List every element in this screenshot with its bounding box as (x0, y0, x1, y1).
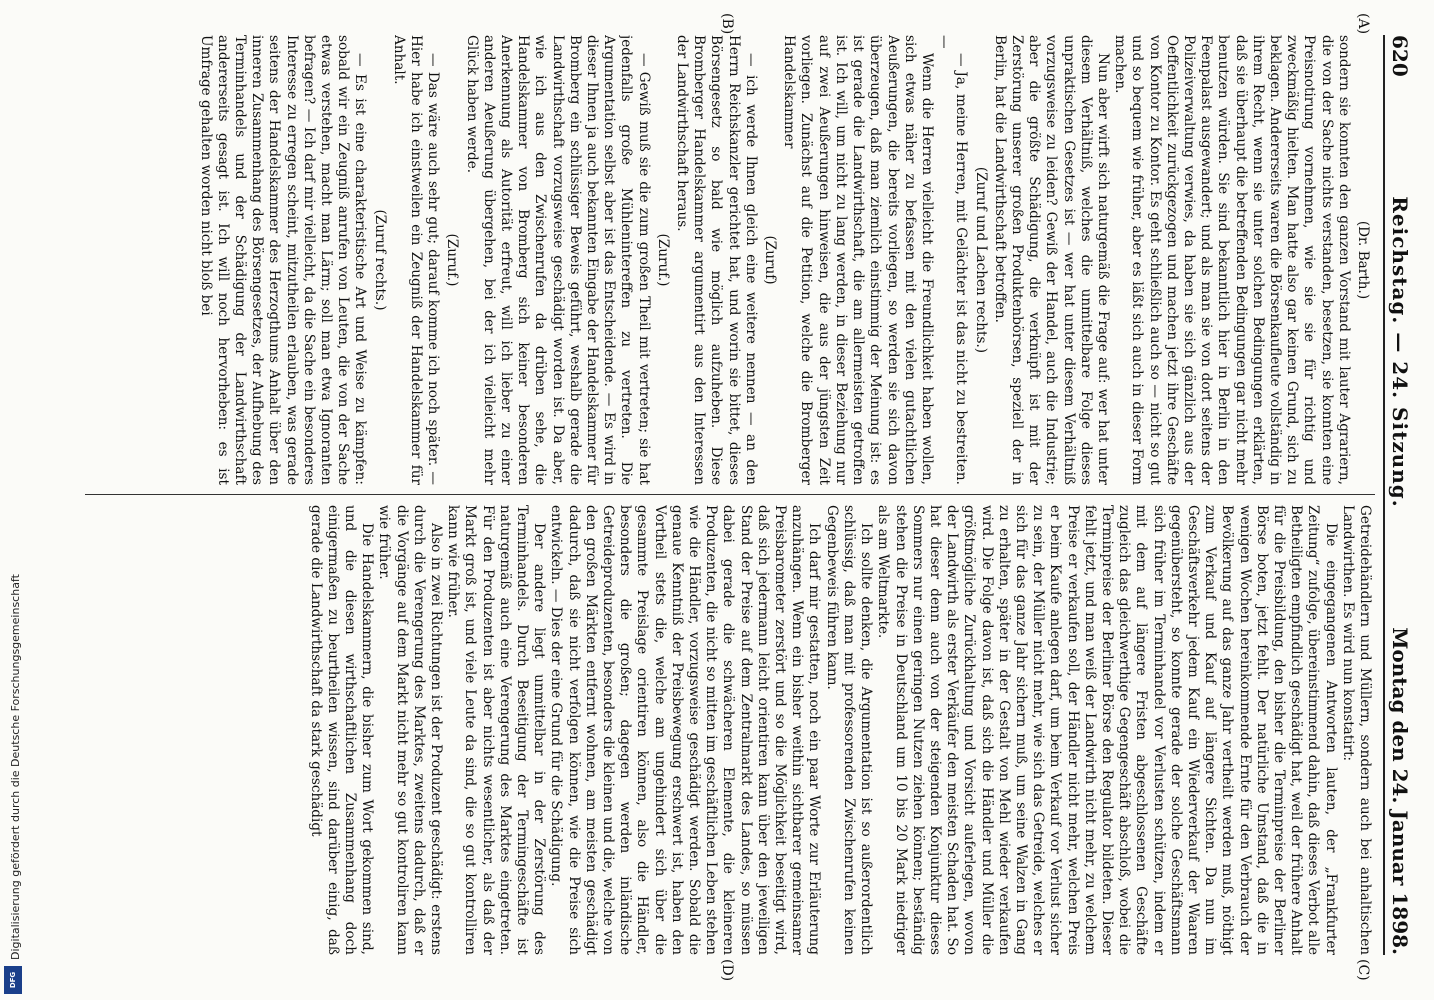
dfg-logo-text: DFG (9, 971, 17, 989)
interjection: (Zuruf und Lachen rechts.) (972, 166, 989, 354)
rotated-page-content (75, 13, 1415, 982)
dfg-logo-icon (4, 966, 22, 994)
paragraph: — Das wäre auch sehr gut; darauf komme ich noch später. — Hier habe ich einstweilen ein Zeugniß der Handelskammer für Anhalt. (390, 35, 442, 485)
session-date: Montag den 24. Januar 1898. (1388, 627, 1412, 955)
page-title: Reichstag. — 24. Sitzung. (1388, 196, 1412, 508)
digitization-note-text: Digitalisierung gefördert durch die Deutsche Forschungsgemeinschaft (9, 574, 22, 960)
margin-marker-d: (D) (719, 959, 735, 982)
paragraph: — Es ist eine charakteristische Art und Weise zu kämpfen: sobald wir ein Zeugniß anrufen von Leuten, die von der Sache etwas verstehen, macht man Lärm; soll man etwa Ignoranten befragen? — Ich darf mir vielleicht, da die Sache ein besonderes Interesse zu erregen scheint, mitzutheilen erlauben, was gerade seitens der Handelskammer des Herzogthums Anhalt über den inneren Zusammenhang des Börsengesetzes, der Aufhebung des Terminhandels und der Schädigung der Landwirthschaft andererseits gesagt ist. Ich will noch hervorheben: es ist Umfrage gehalten worden nicht bloß bei (197, 35, 369, 485)
paragraph: Die Handelskammern, die bisher zum Wort gekommen sind, und die diesen wirthschaftlichen Zusammenhang doch einigermaßen zu beurtheilen wissen, sind darüber einig, daß gerade die Landwirthschaft da stark geschädigt (307, 505, 376, 955)
margin-marker-c: (C) (1355, 959, 1371, 981)
paragraph: Wenn die Herren vielleicht die Freundlichkeit haben wollen, sich etwas näher zu befassen mit den vielen gutachtlichen Aeußerungen, die bereits vorliegen, so werden sie sich davon überzeugen, daß man ziemlich einstimmig der Meinung ist: es ist gerade die Landwirthschaft, die am allermeisten getroffen ist. Ich will, um nicht zu lang werden, in dieser Beziehung nur auf zwei Aeußerungen hinweisen, die aus der jüngsten Zeit vorliegen. Zunächst auf die Petition, welche die Bromberger Handelskammer (781, 35, 935, 485)
interjection: (Zuruf) (762, 235, 779, 285)
quoted-paragraph: Die eingegangenen Antworten lauten, der „Frankfurter Zeitung“ zufolge, übereinstimmend dahin, daß dieses Verbot alle Betheiligten empfindlich geschädigt hat, weil der frühere Anhalt für die Preisbildung, den bisher die Terminpreise der Berliner Börse boten, jetzt fehlt. Der natürliche Umstand, daß die in wenigen Wochen hereinkommende Ernte für den Verbrauch der Bevölkerung auf das ganze Jahr vertheilt werden muß, nöthigt zum Verkauf und Kauf auf längere Sichten. Da nun im Geschäftsverkehr jedem Kauf ein Wiederverkauf der Waaren gegenübersteht, so konnte gerade der solche Geschäftsmann sich früher im Terminhandel vor Verlusten schützen, indem er mit dem auf längere Fristen abgeschlossenen Geschäfte zugleich das gleichwerthige Gegengeschäft abschloß, wobei die Terminpreise der Berliner Börse den Regulator bildeten. Dieser fehlt jetzt, und man weiß der Landwirth nicht mehr, zu welchem Preise er verkaufen soll, der Händler nicht mehr, welchen Preis er beim Kaufe anlegen darf, um beim Verkauf vor Verlust sicher zu sein, der Müller nicht mehr, wie sich das Getreide, welches er sich für das ganze Jahr sichern muß, um seine Walzen in Gang zu erhalten, später in der Gestalt von Mehl wieder verkaufen wird. Die Folge davon ist, daß sich die Händler und Müller die größtmögliche Zurückhaltung und Vorsicht auferlegen, wovon der Landwirth als erster Verkäufer den meisten Schaden hat. So hat dieser denn auch von der steigenden Konjunktur dieses Sommers nur einen geringen Nutzen ziehen können; beständig stehen die Preise in Deutschland um 10 bis 20 Mark niedriger als am Weltmarkte. (875, 505, 1339, 955)
interjection: (Zuruf rechts.) (371, 209, 388, 311)
page-header (1383, 35, 1415, 955)
paragraph: sondern sie konnten den ganzen Vorstand mit lauter Agrariern, die von der Sache nichts verstanden, besetzen, sie konnten eine Preisnotirung vornehmen, wie sie sie für richtig und zweckmäßig hielten. Man hatte also gar keinen Grund, sich zu beklagen. Andererseits waren die Börsenkaufleute vollständig in ihrem Recht, wenn sie unter solchen Bedingungen erklärten, daß sie überhaupt die betreffenden Bedingungen gar nicht mehr benutzen würden. Sie sind bekanntlich hier in Berlin in den Feenpalast ausgewandert; und als man sie von dort seitens der Polizeiverwaltung verwies, da haben sie sich gänzlich aus der Oeffentlichkeit zurückgezogen und machen jetzt ihre Geschäfte von Kontor zu Kontor. Es geht schließlich auch so — nicht so gut und so bequem wie früher, aber es läßt sich auch in dieser Form machen. (1112, 35, 1352, 485)
page-number: 620 (1388, 35, 1412, 77)
margin-marker-a: (A) (1355, 13, 1371, 35)
digitization-note (2, 10, 26, 990)
paragraph: Ich sollte denken, die Argumentation ist so außerordentlich schlüssig, daß man mit professorenden Zwischenrufen keinen Gegenbeweis führen kann. (823, 505, 875, 955)
interjection: (Zuruf.) (654, 233, 671, 287)
paragraph: — Gewiß muß sie die zum großen Theil mit vertreten; sie hat jedenfalls große Mühlenintereffen zu vertreten. Die Argumentation selbst aber ist das Entscheidende. — Es wird in dieser Ihnen ja auch bekannten Eingabe der Handelskammer für Bromberg ein schlüssiger Beweis geführt, weshalb gerade die Landwirthschaft vorzugsweise geschädigt worden ist. Da aber, wie ich aus den Zwischenrufen da drüben sehe, die Handelskammer von Bromberg sich keiner besonderen Anerkennung als Autorität erfreut, will ich lieber zu einer anderen Aeußerung übergehen, bei der ich vielleicht mehr Glück haben werde. (463, 35, 652, 485)
paragraph: — Ja, meine Herren, mit Gelächter ist das nicht zu bestreiten. — (936, 35, 970, 485)
speaker-label: (Dr. Barth.) (1355, 220, 1371, 300)
paragraph: Also in zwei Richtungen ist der Produzent geschädigt: erstens durch die Verengerung des Marktes, zweitens dadurch, daß er die Vorgänge auf dem Markt nicht mehr so gut kontroliren kann wie früher. (376, 505, 445, 955)
paragraph: Getreidehändlern und Müllern, sondern auch bei anhaltischen Landwirthen. Es wird nun konstatirt: (1339, 505, 1373, 955)
paragraph: Ich darf mir gestatten, noch ein paar Worte zur Erläuterung anzuhängen. Wenn ein bisher weithin sichtbarer gemeinsamer Preisbarometer zerstört und so die Möglichkeit beseitigt wird, daß sich jedermann leicht orientiren kann über den jeweiligen Stand der Preise auf dem Zentralmarkt des Landes, so müssen dabei gerade die schwächeren Elemente, die kleineren Produzenten, die nicht so mitten im geschäftlichen Leben stehen wie die Händler, vorzugsweise geschädigt werden. Sobald die genaue Kenntniß der Preisbewegung erschwert ist, haben den Vortheil stets die, welche am ungehindert sich über die gesammte Preislage orientiren können, also die Händler, besonders die großen; dagegen werden inländische Getreideproduzenten, besonders die kleinen und die, welche von den großen Märkten entfernt wohnen, am meisten geschädigt dadurch, daß sie nicht verfolgen können, wie die Preise sich entwickeln. — Dies der eine Grund für die Schädigung. (548, 505, 823, 955)
column-divider (85, 494, 1375, 495)
left-column (83, 35, 1373, 485)
interjection: (Zuruf.) (444, 233, 461, 287)
paragraph: Nun aber wirft sich naturgemäß die Frage auf: wer hat unter diesem Verhältniß, welches die unmittelbare Folge dieses unpraktischen Gesetzes ist — wer hat unter diesem Verhältniß vorzugsweise zu leiden? Gewiß der Handel, auch die Industrie; aber die größte Schädigung, die verknüpft ist mit der Zerstörung unserer großen Produktenbörsen, speziell der in Berlin, hat die Landwirthschaft betroffen. (991, 35, 1111, 485)
margin-marker-b: (B) (719, 13, 735, 35)
right-column (83, 505, 1373, 955)
paragraph: — ich werde Ihnen gleich eine weitere nennen — an den Herrn Reichskanzler gerichtet hat, und worin sie bittet, dieses Börsengesetz so bald wie möglich aufzuheben. Diese Bromberger Handelskammer argumentirt aus den Interessen der Landwirthschaft heraus. (674, 35, 759, 485)
paragraph: Der andere liegt unmittelbar in der Zerstörung des Terminhandels. Durch Beseitigung der Termingeschäfte ist naturgemäß auch eine Verengerung des Marktes eingetreten. Für den Produzenten ist aber nichts wesentlicher, als daß der Markt groß ist, und viele Leute da sind, die so gut kontrolliren kann wie früher. (445, 505, 548, 955)
